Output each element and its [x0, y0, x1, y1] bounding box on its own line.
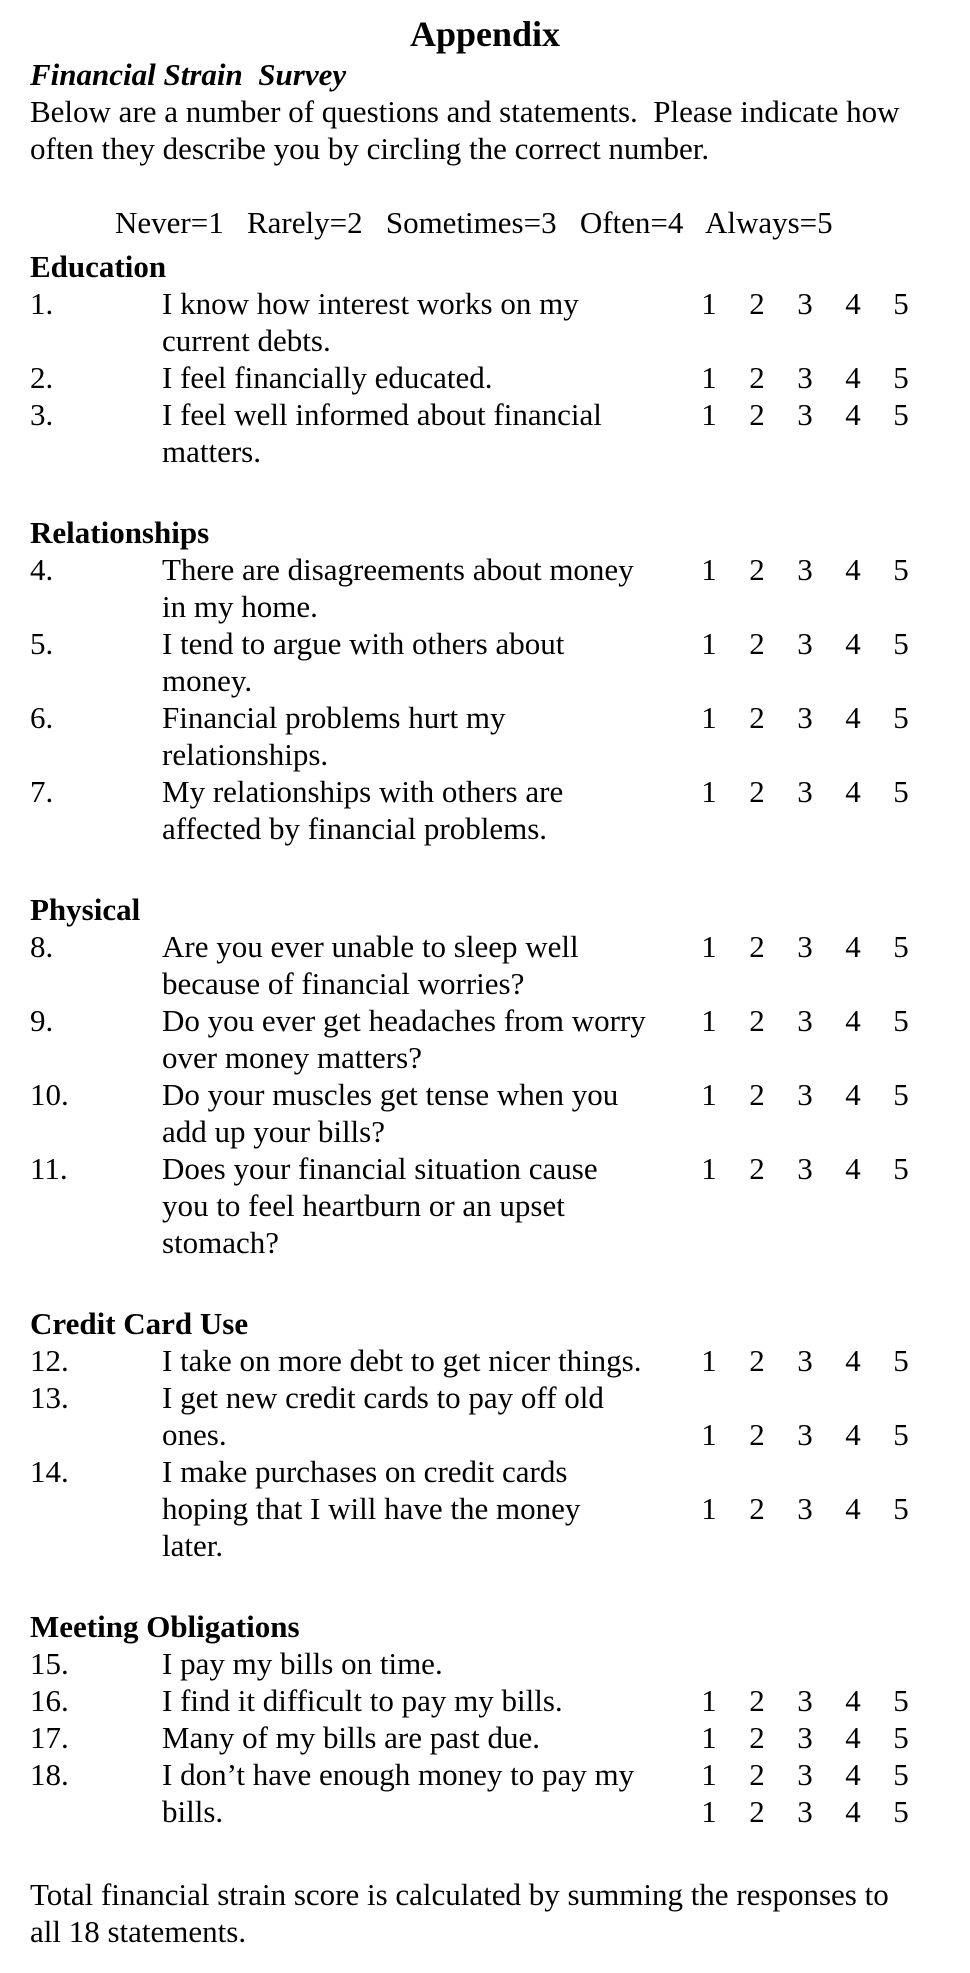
- item-text: hoping that I will have the money: [162, 1491, 581, 1526]
- rating-value: 4: [845, 626, 861, 661]
- item-number: 4.: [30, 552, 54, 587]
- survey-item-line: [30, 1187, 970, 1224]
- rating-value: 1: [701, 360, 717, 395]
- intro-text-line: often they describe you by circling the correct number.: [30, 131, 710, 166]
- rating-value: 1: [701, 1491, 717, 1526]
- rating-value: 5: [893, 397, 909, 432]
- rating-value: 5: [893, 286, 909, 321]
- item-number: 8.: [30, 929, 54, 964]
- rating-value: 4: [845, 286, 861, 321]
- rating-scale-row: [685, 551, 925, 588]
- rating-value: 5: [893, 552, 909, 587]
- survey-item-line: [30, 551, 970, 588]
- item-text: matters.: [162, 434, 261, 469]
- rating-value: 3: [797, 552, 813, 587]
- rating-value: 2: [749, 1683, 765, 1718]
- survey-item-line: [30, 588, 970, 625]
- survey-item-line: [30, 433, 970, 470]
- rating-value: 2: [749, 1151, 765, 1186]
- rating-value: 1: [701, 1794, 717, 1829]
- item-text: I don’t have enough money to pay my: [162, 1757, 635, 1792]
- rating-value: 1: [701, 1003, 717, 1038]
- rating-value: 4: [845, 1683, 861, 1718]
- rating-value: 1: [701, 552, 717, 587]
- rating-scale-row: [685, 1719, 925, 1756]
- rating-value: 4: [845, 1720, 861, 1755]
- section-heading-relationships: Relationships: [30, 515, 210, 550]
- item-text: My relationships with others are: [162, 774, 564, 809]
- survey-item-line: [30, 1490, 970, 1527]
- rating-scale-row: [685, 1490, 925, 1527]
- item-text: I take on more debt to get nicer things.: [162, 1343, 642, 1378]
- rating-value: 1: [701, 397, 717, 432]
- survey-item-line: [30, 322, 970, 359]
- item-text: Does your financial situation cause: [162, 1151, 598, 1186]
- rating-value: 2: [749, 1077, 765, 1112]
- rating-value: 5: [893, 1683, 909, 1718]
- rating-value: 3: [797, 360, 813, 395]
- item-text: relationships.: [162, 737, 329, 772]
- survey-item-line: [30, 1076, 970, 1113]
- item-text: There are disagreements about money: [162, 552, 634, 587]
- item-text: Financial problems hurt my: [162, 700, 506, 735]
- rating-value: 3: [797, 1003, 813, 1038]
- rating-value: 4: [845, 397, 861, 432]
- rating-value: 1: [701, 774, 717, 809]
- rating-scale-row: [685, 396, 925, 433]
- item-text: Are you ever unable to sleep well: [162, 929, 579, 964]
- rating-value: 5: [893, 1720, 909, 1755]
- item-number: 12.: [30, 1343, 69, 1378]
- rating-value: 4: [845, 700, 861, 735]
- item-number: 2.: [30, 360, 54, 395]
- rating-value: 4: [845, 360, 861, 395]
- rating-value: 5: [893, 1417, 909, 1452]
- item-text: I feel financially educated.: [162, 360, 493, 395]
- rating-value: 2: [749, 1491, 765, 1526]
- rating-value: 3: [797, 1794, 813, 1829]
- rating-value: 5: [893, 700, 909, 735]
- rating-value: 1: [701, 929, 717, 964]
- survey-item-line: [30, 736, 970, 773]
- rating-value: 4: [845, 1077, 861, 1112]
- rating-value: 3: [797, 1720, 813, 1755]
- rating-value: 2: [749, 700, 765, 735]
- rating-value: 2: [749, 1757, 765, 1792]
- item-number: 17.: [30, 1720, 69, 1755]
- item-text: later.: [162, 1528, 224, 1563]
- item-text: money.: [162, 663, 253, 698]
- rating-value: 2: [749, 397, 765, 432]
- rating-value: 5: [893, 1343, 909, 1378]
- rating-value: 3: [797, 1417, 813, 1452]
- rating-value: 2: [749, 626, 765, 661]
- item-text: I pay my bills on time.: [162, 1646, 443, 1681]
- item-text: current debts.: [162, 323, 331, 358]
- rating-scale-row: [685, 1756, 925, 1793]
- rating-value: 2: [749, 1720, 765, 1755]
- rating-value: 5: [893, 1077, 909, 1112]
- rating-scale-row: [685, 928, 925, 965]
- item-text: I find it difficult to pay my bills.: [162, 1683, 563, 1718]
- survey-item-line: [30, 1150, 970, 1187]
- item-text: Many of my bills are past due.: [162, 1720, 540, 1755]
- rating-value: 3: [797, 774, 813, 809]
- rating-value: 4: [845, 1343, 861, 1378]
- rating-value: 1: [701, 1720, 717, 1755]
- item-number: 1.: [30, 286, 54, 321]
- rating-value: 1: [701, 1151, 717, 1186]
- rating-value: 1: [701, 1757, 717, 1792]
- rating-value: 2: [749, 774, 765, 809]
- survey-item-line: [30, 699, 970, 736]
- rating-value: 2: [749, 1417, 765, 1452]
- section-heading-credit-card-use: Credit Card Use: [30, 1306, 249, 1341]
- item-text: I get new credit cards to pay off old: [162, 1380, 604, 1415]
- survey-item-line: [30, 1527, 970, 1564]
- section-heading-education: Education: [30, 249, 167, 284]
- rating-scale-row: [685, 285, 925, 322]
- rating-scale-key: Never=1 Rarely=2 Sometimes=3 Often=4 Always=5: [115, 205, 833, 240]
- section-heading-physical: Physical: [30, 892, 141, 927]
- rating-value: 3: [797, 700, 813, 735]
- rating-value: 4: [845, 1417, 861, 1452]
- rating-value: 3: [797, 1343, 813, 1378]
- rating-value: 4: [845, 1003, 861, 1038]
- rating-value: 4: [845, 774, 861, 809]
- item-text: I know how interest works on my: [162, 286, 579, 321]
- rating-scale-row: [685, 625, 925, 662]
- survey-item-line: [30, 1453, 970, 1490]
- item-number: 6.: [30, 700, 54, 735]
- rating-scale-row: [685, 1002, 925, 1039]
- item-text: because of financial worries?: [162, 966, 525, 1001]
- rating-value: 2: [749, 552, 765, 587]
- rating-value: 5: [893, 626, 909, 661]
- intro-text-line: Below are a number of questions and statements. Please indicate how: [30, 94, 900, 129]
- rating-scale-row: [685, 1150, 925, 1187]
- rating-value: 5: [893, 1794, 909, 1829]
- item-text: affected by financial problems.: [162, 811, 548, 846]
- survey-item-line: [30, 1113, 970, 1150]
- rating-value: 2: [749, 1003, 765, 1038]
- survey-item-line: [30, 810, 970, 847]
- item-number: 9.: [30, 1003, 54, 1038]
- rating-value: 1: [701, 286, 717, 321]
- rating-scale-row: [685, 1076, 925, 1113]
- rating-value: 2: [749, 1794, 765, 1829]
- item-number: 15.: [30, 1646, 69, 1681]
- survey-item-line: [30, 1224, 970, 1261]
- item-text: Do your muscles get tense when you: [162, 1077, 619, 1112]
- item-text: stomach?: [162, 1225, 280, 1260]
- rating-value: 5: [893, 360, 909, 395]
- rating-scale-row: [685, 359, 925, 396]
- rating-scale-row: [685, 1793, 925, 1830]
- rating-value: 3: [797, 286, 813, 321]
- scoring-note-line: Total financial strain score is calculated by summing the responses to: [30, 1877, 889, 1912]
- rating-value: 4: [845, 1491, 861, 1526]
- survey-item-line: [30, 359, 970, 396]
- item-number: 18.: [30, 1757, 69, 1792]
- survey-item-line: [30, 1682, 970, 1719]
- rating-scale-row: [685, 773, 925, 810]
- survey-item-line: [30, 1379, 970, 1416]
- rating-scale-row: [685, 1416, 925, 1453]
- item-text: bills.: [162, 1794, 224, 1829]
- rating-value: 2: [749, 929, 765, 964]
- item-text: Do you ever get headaches from worry: [162, 1003, 646, 1038]
- survey-item-line: [30, 1416, 970, 1453]
- rating-value: 4: [845, 1151, 861, 1186]
- rating-value: 3: [797, 1683, 813, 1718]
- survey-item-line: [30, 1039, 970, 1076]
- rating-value: 2: [749, 1343, 765, 1378]
- rating-value: 1: [701, 700, 717, 735]
- survey-item-line: [30, 662, 970, 699]
- rating-scale-row: [685, 699, 925, 736]
- rating-value: 5: [893, 1151, 909, 1186]
- item-text: ones.: [162, 1417, 227, 1452]
- rating-value: 2: [749, 286, 765, 321]
- item-text: you to feel heartburn or an upset: [162, 1188, 565, 1223]
- scoring-note-line: all 18 statements.: [30, 1914, 247, 1949]
- rating-value: 1: [701, 1343, 717, 1378]
- survey-item-line: [30, 396, 970, 433]
- item-number: 10.: [30, 1077, 69, 1112]
- rating-value: 5: [893, 1757, 909, 1792]
- rating-value: 1: [701, 1077, 717, 1112]
- rating-value: 3: [797, 1757, 813, 1792]
- rating-value: 3: [797, 626, 813, 661]
- rating-value: 4: [845, 552, 861, 587]
- rating-value: 5: [893, 1003, 909, 1038]
- rating-value: 5: [893, 1491, 909, 1526]
- survey-item-line: [30, 928, 970, 965]
- item-text: I make purchases on credit cards: [162, 1454, 568, 1489]
- rating-value: 1: [701, 626, 717, 661]
- item-number: 14.: [30, 1454, 69, 1489]
- survey-item-line: [30, 1645, 970, 1682]
- survey-item-line: [30, 1002, 970, 1039]
- survey-item-line: [30, 1342, 970, 1379]
- rating-value: 4: [845, 1757, 861, 1792]
- rating-value: 2: [749, 360, 765, 395]
- survey-item-line: [30, 1719, 970, 1756]
- rating-value: 5: [893, 774, 909, 809]
- survey-subtitle: Financial Strain Survey: [30, 57, 347, 92]
- rating-value: 3: [797, 929, 813, 964]
- survey-item-line: [30, 1793, 970, 1830]
- item-number: 13.: [30, 1380, 69, 1415]
- survey-item-line: [30, 1756, 970, 1793]
- rating-scale-row: [685, 1682, 925, 1719]
- survey-item-line: [30, 773, 970, 810]
- item-text: in my home.: [162, 589, 318, 624]
- rating-value: 3: [797, 1077, 813, 1112]
- item-text: over money matters?: [162, 1040, 422, 1075]
- rating-value: 1: [701, 1417, 717, 1452]
- item-number: 5.: [30, 626, 54, 661]
- item-number: 16.: [30, 1683, 69, 1718]
- page-title: Appendix: [409, 14, 561, 54]
- item-number: 3.: [30, 397, 54, 432]
- rating-value: 4: [845, 929, 861, 964]
- survey-item-line: [30, 625, 970, 662]
- rating-scale-row: [685, 1342, 925, 1379]
- survey-item-line: [30, 965, 970, 1002]
- rating-value: 4: [845, 1794, 861, 1829]
- item-text: I feel well informed about financial: [162, 397, 602, 432]
- rating-value: 3: [797, 1491, 813, 1526]
- item-text: add up your bills?: [162, 1114, 385, 1149]
- item-text: I tend to argue with others about: [162, 626, 565, 661]
- rating-value: 5: [893, 929, 909, 964]
- rating-value: 3: [797, 397, 813, 432]
- section-heading-meeting-obligations: Meeting Obligations: [30, 1609, 300, 1644]
- item-number: 7.: [30, 774, 54, 809]
- rating-value: 1: [701, 1683, 717, 1718]
- scoring-note: [30, 1876, 970, 1950]
- rating-value: 3: [797, 1151, 813, 1186]
- item-number: 11.: [30, 1151, 68, 1186]
- survey-item-line: [30, 285, 970, 322]
